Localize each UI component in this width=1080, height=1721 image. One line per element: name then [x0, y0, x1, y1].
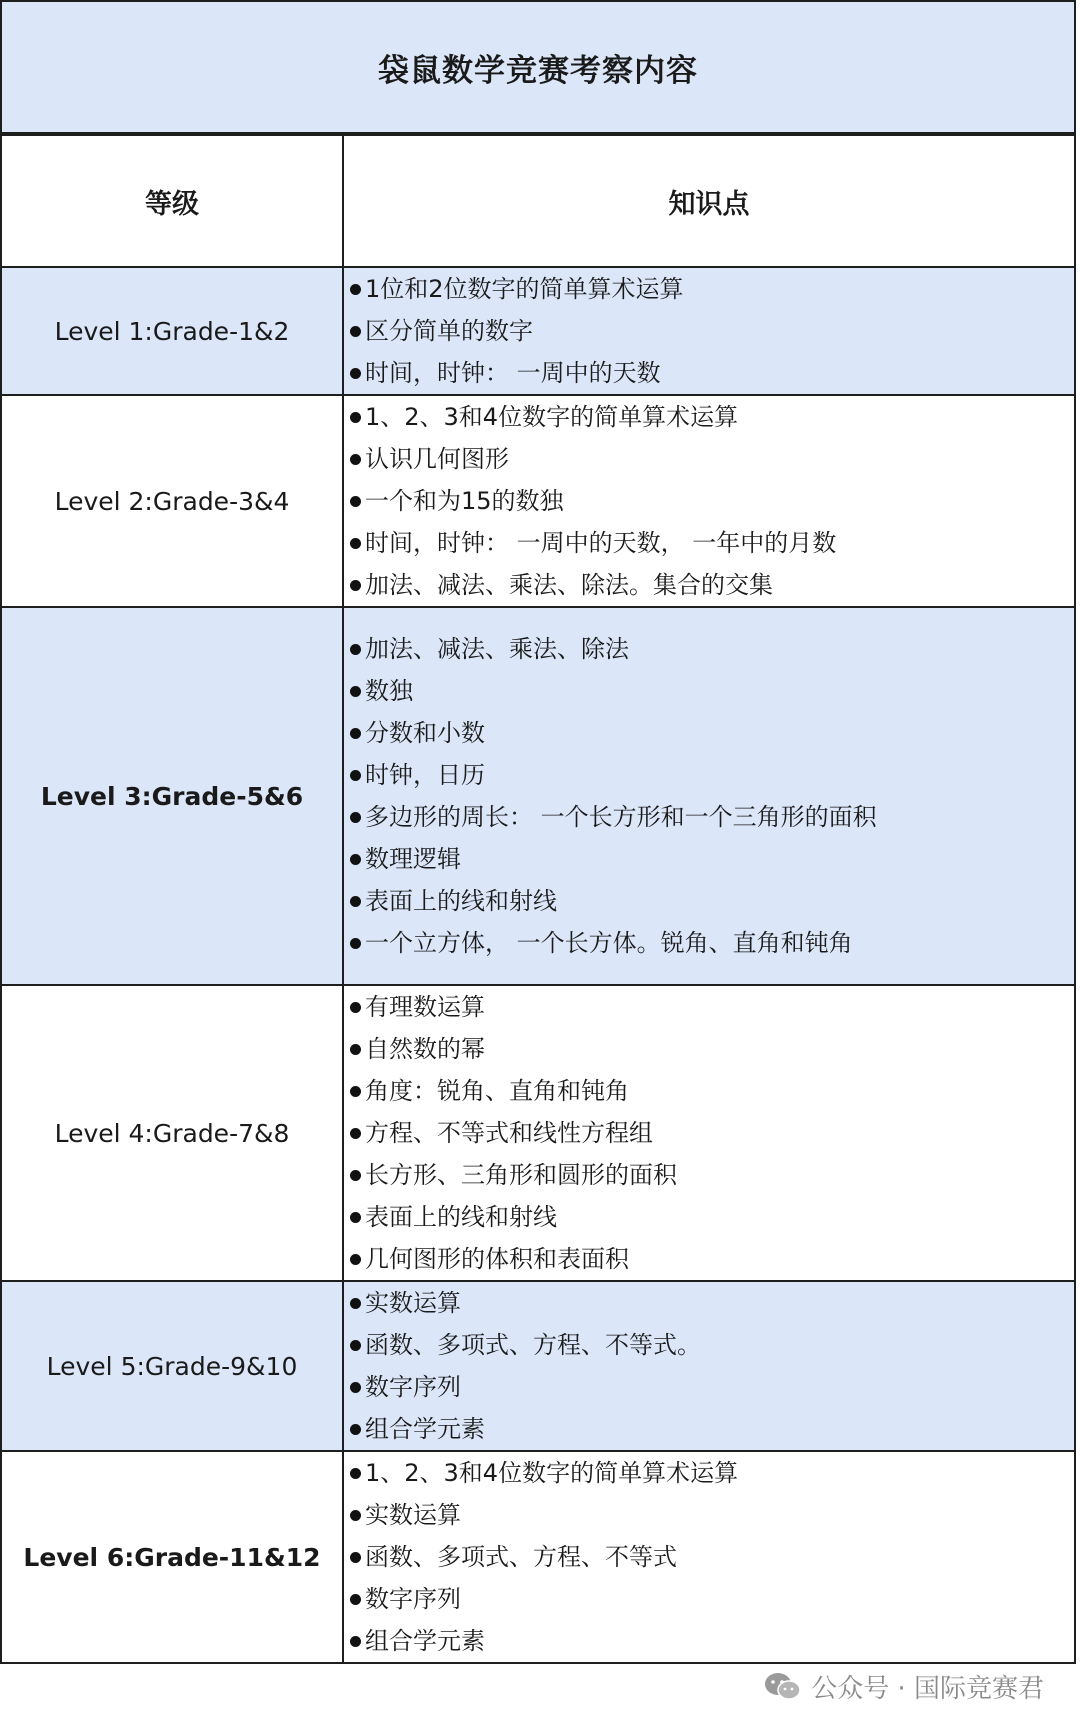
- knowledge-point: [350, 396, 1074, 438]
- knowledge-point: [350, 352, 1074, 394]
- knowledge-point-text: 实数运算: [365, 1501, 461, 1529]
- knowledge-point: [350, 1578, 1074, 1620]
- points-cell: [343, 1451, 1075, 1663]
- knowledge-point-text: 角度：锐角、直角和钝角: [365, 1077, 629, 1105]
- knowledge-point: [350, 564, 1074, 606]
- header-row: [1, 135, 1075, 267]
- knowledge-point: [350, 1366, 1074, 1408]
- knowledge-point-text: 多边形的周长： 一个长方形和一个三角形的面积: [365, 803, 877, 831]
- knowledge-point: [350, 1196, 1074, 1238]
- points-cell: [343, 1281, 1075, 1451]
- knowledge-point: [350, 838, 1074, 880]
- bullet-icon: [350, 1510, 361, 1521]
- level-cell: Level 4:Grade-7&8: [1, 985, 343, 1281]
- bullet-icon: [350, 454, 361, 465]
- table-row: [1, 1451, 1075, 1663]
- knowledge-point: [350, 796, 1074, 838]
- table-title: 袋鼠数学竞赛考察内容: [0, 0, 1076, 134]
- knowledge-point-text: 有理数运算: [365, 993, 485, 1021]
- level-cell: Level 1:Grade-1&2: [1, 267, 343, 395]
- knowledge-point: [350, 1536, 1074, 1578]
- knowledge-point-text: 时间，时钟： 一周中的天数: [365, 359, 661, 387]
- bullet-icon: [350, 644, 361, 655]
- bullet-icon: [350, 1424, 361, 1435]
- bullet-icon: [350, 896, 361, 907]
- bullet-icon: [350, 496, 361, 507]
- knowledge-point-text: 加法、减法、乘法、除法。集合的交集: [365, 571, 773, 599]
- points-cell: [343, 267, 1075, 395]
- table-row: [1, 607, 1075, 985]
- bullet-icon: [350, 1170, 361, 1181]
- knowledge-point-text: 认识几何图形: [365, 445, 509, 473]
- bullet-icon: [350, 1212, 361, 1223]
- bullet-icon: [350, 1254, 361, 1265]
- table-row: [1, 985, 1075, 1281]
- header-level: 等级: [1, 135, 343, 267]
- knowledge-point-text: 组合学元素: [365, 1627, 485, 1655]
- bullet-icon: [350, 368, 361, 379]
- wechat-icon: [763, 1671, 803, 1703]
- knowledge-point-text: 自然数的幂: [365, 1035, 485, 1063]
- knowledge-point: [350, 986, 1074, 1028]
- watermark: [763, 1668, 1044, 1705]
- points-cell: [343, 607, 1075, 985]
- knowledge-point-text: 实数运算: [365, 1289, 461, 1317]
- knowledge-point-text: 数独: [365, 677, 413, 705]
- bullet-icon: [350, 1468, 361, 1479]
- bullet-icon: [350, 1552, 361, 1563]
- bullet-icon: [350, 854, 361, 865]
- bullet-icon: [350, 412, 361, 423]
- knowledge-point: [350, 712, 1074, 754]
- knowledge-point: [350, 628, 1074, 670]
- knowledge-point: [350, 922, 1074, 964]
- knowledge-point-text: 组合学元素: [365, 1415, 485, 1443]
- header-points: 知识点: [343, 135, 1075, 267]
- table-row: [1, 395, 1075, 607]
- knowledge-point-text: 表面上的线和射线: [365, 1203, 557, 1231]
- knowledge-point-text: 长方形、三角形和圆形的面积: [365, 1161, 677, 1189]
- knowledge-point: [350, 880, 1074, 922]
- points-cell: [343, 985, 1075, 1281]
- knowledge-point-text: 几何图形的体积和表面积: [365, 1245, 629, 1273]
- level-cell: Level 6:Grade-11&12: [1, 1451, 343, 1663]
- level-cell: Level 3:Grade-5&6: [1, 607, 343, 985]
- table-row: [1, 1281, 1075, 1451]
- knowledge-point-text: 函数、多项式、方程、不等式。: [365, 1331, 701, 1359]
- bullet-icon: [350, 1636, 361, 1647]
- knowledge-point-text: 加法、减法、乘法、除法: [365, 635, 629, 663]
- knowledge-point-text: 时间，时钟： 一周中的天数， 一年中的月数: [365, 529, 837, 557]
- knowledge-point: [350, 268, 1074, 310]
- bullet-icon: [350, 770, 361, 781]
- knowledge-point: [350, 1028, 1074, 1070]
- knowledge-point: [350, 310, 1074, 352]
- bullet-icon: [350, 326, 361, 337]
- level-cell: Level 2:Grade-3&4: [1, 395, 343, 607]
- bullet-icon: [350, 686, 361, 697]
- bullet-icon: [350, 1298, 361, 1309]
- knowledge-point-text: 方程、不等式和线性方程组: [365, 1119, 653, 1147]
- bullet-icon: [350, 728, 361, 739]
- bullet-icon: [350, 284, 361, 295]
- knowledge-point: [350, 1154, 1074, 1196]
- knowledge-point-text: 区分简单的数字: [365, 317, 533, 345]
- bullet-icon: [350, 1002, 361, 1013]
- knowledge-point-text: 表面上的线和射线: [365, 887, 557, 915]
- bullet-icon: [350, 1594, 361, 1605]
- knowledge-point: [350, 1452, 1074, 1494]
- knowledge-point-text: 分数和小数: [365, 719, 485, 747]
- bullet-icon: [350, 1340, 361, 1351]
- bullet-icon: [350, 1382, 361, 1393]
- points-cell: [343, 395, 1075, 607]
- knowledge-point: [350, 522, 1074, 564]
- knowledge-point: [350, 670, 1074, 712]
- knowledge-point: [350, 1070, 1074, 1112]
- bullet-icon: [350, 538, 361, 549]
- knowledge-point-text: 1位和2位数字的简单算术运算: [365, 275, 684, 303]
- knowledge-point: [350, 1408, 1074, 1450]
- bullet-icon: [350, 580, 361, 591]
- bullet-icon: [350, 938, 361, 949]
- bullet-icon: [350, 1128, 361, 1139]
- knowledge-point: [350, 754, 1074, 796]
- knowledge-point: [350, 1324, 1074, 1366]
- knowledge-point-text: 函数、多项式、方程、不等式: [365, 1543, 677, 1571]
- knowledge-point-text: 数字序列: [365, 1585, 461, 1613]
- knowledge-point-text: 一个和为15的数独: [365, 487, 564, 515]
- table-row: [1, 267, 1075, 395]
- knowledge-table: [0, 134, 1076, 1664]
- knowledge-point-text: 一个立方体， 一个长方体。锐角、直角和钝角: [365, 929, 853, 957]
- knowledge-point-text: 数理逻辑: [365, 845, 461, 873]
- knowledge-point-text: 1、2、3和4位数字的简单算术运算: [365, 403, 739, 431]
- knowledge-point-text: 数字序列: [365, 1373, 461, 1401]
- knowledge-point: [350, 1112, 1074, 1154]
- bullet-icon: [350, 1086, 361, 1097]
- knowledge-point: [350, 1620, 1074, 1662]
- knowledge-point-text: 1、2、3和4位数字的简单算术运算: [365, 1459, 739, 1487]
- knowledge-point: [350, 1238, 1074, 1280]
- knowledge-point: [350, 480, 1074, 522]
- knowledge-point: [350, 438, 1074, 480]
- knowledge-point-text: 时钟，日历: [365, 761, 485, 789]
- watermark-text: 公众号 · 国际竞赛君: [811, 1674, 1044, 1704]
- bullet-icon: [350, 1044, 361, 1055]
- knowledge-point: [350, 1282, 1074, 1324]
- level-cell: Level 5:Grade-9&10: [1, 1281, 343, 1451]
- knowledge-point: [350, 1494, 1074, 1536]
- bullet-icon: [350, 812, 361, 823]
